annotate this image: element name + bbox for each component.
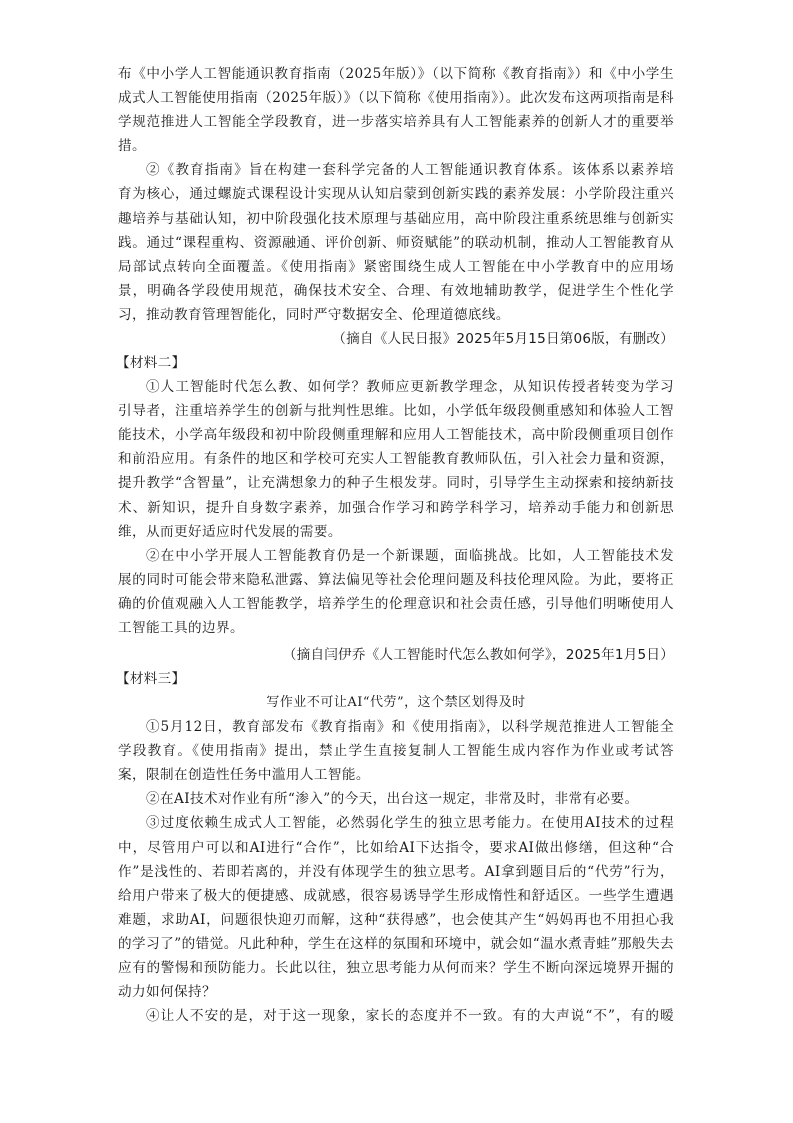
- text-line: ②《教育指南》旨在构建一套科学完备的人工智能通识教育体系。该体系以素养培: [146, 162, 674, 179]
- text-line: 给用户带来了极大的便捷感、成就感，很容易诱导学生形成惰性和舒适区。一些学生遭遇: [118, 887, 674, 904]
- text-line: 中，尽管用户可以和AI进行“合作”，比如给AI下达指令，要求AI做出修缮，但这种“合: [118, 839, 674, 856]
- text-line: ④让人不安的是，对于这一现象，家长的态度并不一致。有的大声说“不”，有的暧: [146, 1008, 674, 1025]
- text-line: 应有的警惕和预防能力。长此以往，独立思考能力从何而来？学生不断向深远境界开掘的: [118, 960, 674, 976]
- text-line: 措。: [118, 138, 146, 155]
- text-line: 趣培养与基础认知，初中阶段强化技术原理与基础应用，高中阶段注重系统思维与创新实: [118, 210, 674, 227]
- text-line: ②在AI技术对作业有所“渗入”的今天，出台这一规定，非常及时，非常有必要。: [146, 791, 639, 808]
- text-line: 习，推动教育管理智能化，同时严守数据安全、伦理道德底线。: [118, 306, 510, 323]
- text-line: 案，限制在创造性任务中滥用人工智能。: [118, 767, 370, 784]
- material1-tail-paragraph: [118, 62, 674, 158]
- material3-heading: 【材料三】: [116, 671, 186, 688]
- text-line: ①人工智能时代怎么教、如何学？教师应更新教学理念，从知识传授者转变为学习: [146, 379, 674, 396]
- material2-source: （摘自闫伊乔《人工智能时代怎么教如何学》，2025年1月5日）: [282, 647, 674, 664]
- text-line: 动力如何保持？: [118, 984, 216, 1001]
- text-line: 学规范推进人工智能全学段教育，进一步落实培养具有人工智能素养的创新人才的重要举: [118, 114, 674, 131]
- material3-paragraph-2: [118, 787, 674, 811]
- text-line: ①5月12日，教育部发布《教育指南》和《使用指南》，以科学规范推进人工智能全: [146, 719, 674, 736]
- text-line: 景，明确各学段使用规范，确保技术安全、合理、有效地辅助教学，促进学生个性化学: [118, 282, 674, 299]
- text-line: 布《中小学人工智能通识教育指南（2025年版）》（以下简称《教育指南》）和《中小学生: [118, 66, 674, 82]
- material3-paragraph-1: [118, 715, 674, 787]
- material1-paragraph-2: [118, 158, 674, 327]
- material3-article-title: 写作业不可让AI“代劳”，这个禁区划得及时: [266, 695, 526, 711]
- text-line: 的学习了”的错觉。凡此种种，学生在这样的氛围和环境中，就会如“温水煮青蛙”那般失去: [118, 935, 674, 952]
- text-line: 展的同时可能会带来隐私泄露、算法偏见等社会伦理问题及科技伦理风险。为此，要将正: [118, 571, 674, 588]
- text-line: 术、新知识，提升自身数字素养，加强合作学习和跨学科学习，培养动手能力和创新思: [118, 499, 674, 516]
- text-line: 局部试点转向全面覆盖。《使用指南》紧密围绕生成人工智能在中小学教育中的应用场: [118, 258, 674, 275]
- text-line: 学段教育。《使用指南》提出，禁止学生直接复制人工智能生成内容作为作业或考试答: [118, 743, 674, 760]
- text-line: 难题，求助AI，问题很快迎刃而解，这种“获得感”，也会使其产生“妈妈再也不用担心我: [118, 911, 674, 928]
- material2-paragraph-1: [118, 375, 674, 544]
- text-line: 引导者，注重培养学生的创新与批判性思维。比如，小学低年级段侧重感知和体验人工智: [118, 403, 674, 420]
- text-line: 能技术，小学高年级段和初中阶段侧重理解和应用人工智能技术，高中阶段侧重项目创作: [118, 427, 674, 444]
- text-line: ③过度依赖生成式人工智能，必然弱化学生的独立思考能力。在使用AI技术的过程: [146, 815, 674, 832]
- text-line: 维，从而更好适应时代发展的需要。: [118, 523, 342, 540]
- text-line: 育为核心，通过螺旋式课程设计实现从认知启蒙到创新实践的素养发展：小学阶段注重兴: [118, 186, 674, 203]
- material1-source: （摘自《人民日报》2025年5月15日第06版，有删改）: [332, 331, 674, 348]
- text-line: 作”是浅性的、若即若离的，并没有体现学生的独立思考。AI拿到题目后的“代劳”行为，: [118, 863, 674, 880]
- text-line: 确的价值观融入人工智能教学，培养学生的伦理意识和社会责任感，引导他们明晰使用人: [118, 595, 674, 612]
- text-line: 和前沿应用。有条件的地区和学校可充实人工智能教育教师队伍，引入社会力量和资源，: [118, 451, 674, 468]
- material3-paragraph-4: [118, 1004, 674, 1028]
- material3-paragraph-3: [118, 811, 674, 1004]
- text-line: ②在中小学开展人工智能教育仍是一个新课题，面临挑战。比如，人工智能技术发: [146, 547, 674, 564]
- material2-paragraph-2: [118, 544, 674, 640]
- text-line: 工智能工具的边界。: [118, 619, 244, 636]
- text-line: 成式人工智能使用指南（2025年版）》（以下简称《使用指南》）。此次发布这两项指南是科: [118, 90, 674, 107]
- text-line: 提升教学“含智量”，让充满想象力的种子生根发芽。同时，引导学生主动探索和接纳新技: [118, 475, 674, 492]
- document-page: [118, 62, 674, 1028]
- text-line: 践。通过“课程重构、资源融通、评价创新、师资赋能”的联动机制，推动人工智能教育从: [118, 234, 674, 251]
- material2-heading: 【材料二】: [116, 355, 186, 372]
